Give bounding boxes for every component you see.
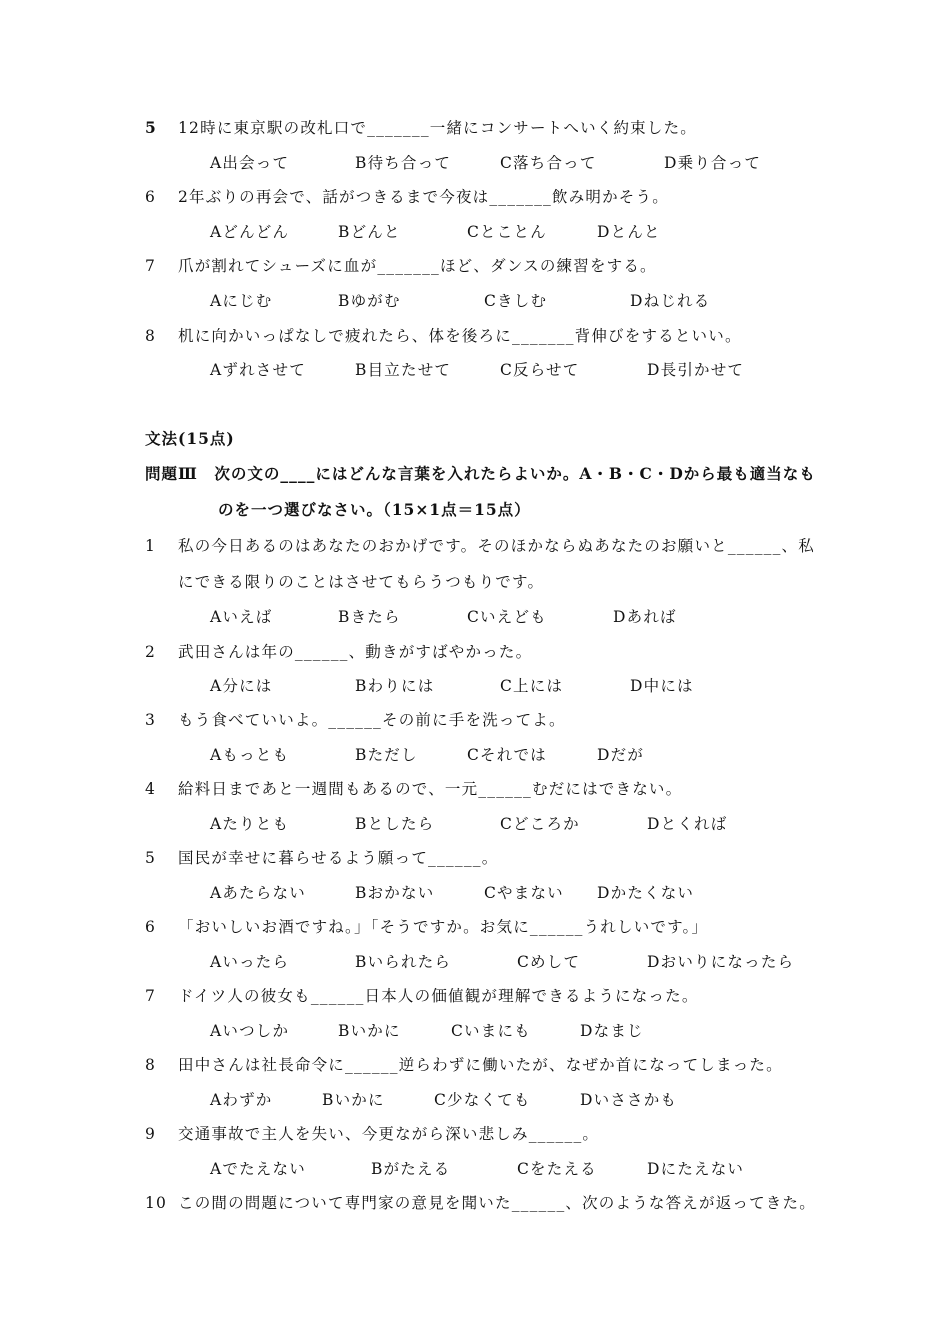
option-a[interactable]: Aたりとも [210, 815, 290, 833]
option-b[interactable]: Bゆがむ [338, 292, 401, 310]
options-row [0, 809, 950, 839]
option-d[interactable]: Dとんと [597, 223, 661, 241]
options-row [0, 740, 950, 770]
question-row [0, 981, 950, 1011]
option-a[interactable]: Aどんどん [210, 223, 290, 241]
option-c[interactable]: Cどころか [500, 815, 580, 833]
option-c[interactable]: Cとことん [467, 223, 547, 241]
options-row [0, 355, 950, 385]
option-d[interactable]: Dにたえない [647, 1160, 745, 1178]
question-text-continued: にできる限りのことはさせてもらうつもりです。 [178, 573, 545, 591]
question-text: 私の今日あるのはあなたのおかげです。そのほかならぬあなたのお願いと______、私 [178, 537, 815, 555]
question-row [0, 1119, 950, 1149]
option-b[interactable]: B待ち合って [355, 154, 452, 172]
question-row [0, 113, 950, 143]
options-row [0, 1154, 950, 1184]
question-number: 8 [145, 327, 157, 345]
question-number: 5 [145, 118, 157, 137]
question-text: 12時に東京駅の改札口で_______一緒にコンサートへいく約束した。 [178, 119, 697, 137]
option-a[interactable]: Aもっとも [210, 746, 290, 764]
option-a[interactable]: Aずれさせて [210, 361, 306, 379]
question-row [0, 182, 950, 212]
question-row-continued [0, 567, 950, 597]
option-a[interactable]: A出会って [210, 154, 290, 172]
option-a[interactable]: Aあたらない [210, 884, 306, 902]
question-row [0, 1188, 950, 1218]
option-a[interactable]: Aいつしか [210, 1022, 290, 1040]
option-c[interactable]: Cきしむ [484, 292, 548, 310]
option-d[interactable]: Dいささかも [580, 1091, 678, 1109]
question-text: 2年ぶりの再会で、話がつきるまで今夜は_______飲み明かそう。 [178, 188, 669, 206]
option-a[interactable]: A分には [210, 677, 273, 695]
question-row [0, 531, 950, 561]
question-number: 6 [145, 918, 157, 936]
option-d[interactable]: Dおいりになったら [647, 953, 795, 971]
option-d[interactable]: D中には [630, 677, 694, 695]
option-d[interactable]: D長引かせて [647, 361, 745, 379]
question-number: 4 [145, 780, 157, 798]
option-b[interactable]: B目立たせて [355, 361, 452, 379]
option-c[interactable]: Cやまない [484, 884, 564, 902]
option-b[interactable]: Bいられたら [355, 953, 452, 971]
option-c[interactable]: Cいまにも [451, 1022, 531, 1040]
option-b[interactable]: Bいかに [322, 1091, 385, 1109]
question-row [0, 637, 950, 667]
option-b[interactable]: Bとしたら [355, 815, 435, 833]
option-c[interactable]: Cそれでは [467, 746, 547, 764]
options-row [0, 602, 950, 632]
option-b[interactable]: Bただし [355, 746, 418, 764]
option-d[interactable]: Dあれば [613, 608, 677, 626]
question-number: 6 [145, 188, 157, 206]
question-number: 7 [145, 987, 157, 1005]
question-text: 給料日まであと一週間もあるので、一元______むだにはできない。 [178, 780, 683, 798]
option-d[interactable]: Dとくれば [647, 815, 728, 833]
question-number: 8 [145, 1056, 157, 1074]
option-b[interactable]: Bどんと [338, 223, 401, 241]
instruction-line-2: のを一つ選びなさい。（15×1点＝15点） [218, 500, 531, 519]
question-text: 田中さんは社長命令に______逆らわずに働いたが、なぜか首になってしまった。 [178, 1056, 783, 1074]
question-text: この間の問題について専門家の意見を聞いた______、次のような答えが返ってきた。 [178, 1194, 816, 1212]
option-b[interactable]: Bがたえる [371, 1160, 451, 1178]
question-text: 国民が幸せに暮らせるよう願って______。 [178, 849, 499, 867]
options-row [0, 1016, 950, 1046]
options-row [0, 671, 950, 701]
question-number: 9 [145, 1125, 157, 1143]
option-c[interactable]: C落ち合って [500, 154, 597, 172]
question-number: 1 [145, 537, 157, 555]
question-text: 「おいしいお酒ですね。」「そうですか。お気に______うれしいです。」 [178, 918, 709, 936]
option-a[interactable]: Aでたえない [210, 1160, 306, 1178]
option-d[interactable]: Dなまじ [580, 1022, 644, 1040]
option-b[interactable]: Bきたら [338, 608, 401, 626]
option-c[interactable]: C上には [500, 677, 564, 695]
instruction-line-1: 問題Ⅲ 次の文の____にはどんな言葉を入れたらよいか。A・B・C・Dから最も適当なも [145, 464, 816, 483]
option-b[interactable]: Bいかに [338, 1022, 401, 1040]
question-number: 10 [145, 1194, 168, 1212]
question-text: 爪が割れてシューズに血が_______ほど、ダンスの練習をする。 [178, 257, 657, 275]
question-text: 交通事故で主人を失い、今更ながら深い悲しみ______。 [178, 1125, 600, 1143]
options-row [0, 947, 950, 977]
question-number: 5 [145, 849, 157, 867]
question-number: 2 [145, 643, 157, 661]
question-row [0, 843, 950, 873]
option-c[interactable]: Cをたえる [517, 1160, 597, 1178]
options-row [0, 217, 950, 247]
option-c[interactable]: C反らせて [500, 361, 580, 379]
question-row [0, 705, 950, 735]
option-b[interactable]: Bおかない [355, 884, 435, 902]
question-row [0, 774, 950, 804]
option-d[interactable]: Dだが [597, 746, 645, 764]
question-text: 机に向かいっぱなしで疲れたら、体を後ろに_______背伸びをするといい。 [178, 327, 742, 345]
section-title: 文法(15点) [145, 429, 235, 448]
question-text: もう食べていいよ。______その前に手を洗ってよ。 [178, 711, 566, 729]
question-number: 3 [145, 711, 157, 729]
option-d[interactable]: D乗り合って [664, 154, 762, 172]
question-row [0, 912, 950, 942]
option-c[interactable]: Cめして [517, 953, 581, 971]
question-number: 7 [145, 257, 157, 275]
options-row [0, 148, 950, 178]
option-c[interactable]: Cいえども [467, 608, 547, 626]
question-text: ドイツ人の彼女も______日本人の価値観が理解できるようになった。 [178, 987, 699, 1005]
option-d[interactable]: Dかたくない [597, 884, 695, 902]
option-b[interactable]: Bわりには [355, 677, 435, 695]
option-a[interactable]: Aにじむ [210, 292, 273, 310]
option-d[interactable]: Dねじれる [630, 292, 711, 310]
options-row [0, 1085, 950, 1115]
question-row [0, 321, 950, 351]
option-c[interactable]: C少なくても [434, 1091, 531, 1109]
question-row [0, 1050, 950, 1080]
question-row [0, 251, 950, 281]
option-a[interactable]: Aいったら [210, 953, 290, 971]
option-a[interactable]: Aわずか [210, 1091, 273, 1109]
options-row [0, 878, 950, 908]
question-text: 武田さんは年の______、動きがすばやかった。 [178, 643, 533, 661]
options-row [0, 286, 950, 316]
option-a[interactable]: Aいえば [210, 608, 273, 626]
